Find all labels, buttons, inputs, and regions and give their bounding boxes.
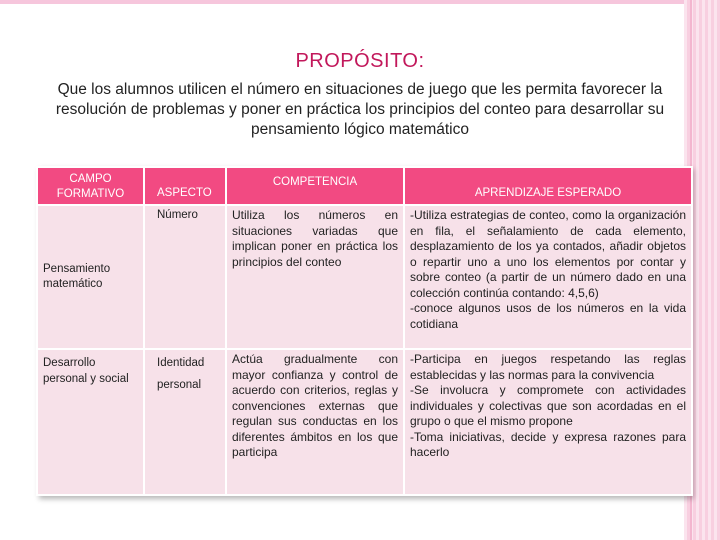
- campo-formativo-cell: Desarrollo personal y social: [37, 349, 144, 495]
- aspecto-text: Identidad: [157, 357, 205, 369]
- aprendizaje-item: -conoce algunos usos de los números en la vida cotidiana: [410, 301, 686, 331]
- header-aprendizaje-esperado: APRENDIZAJE ESPERADO: [404, 167, 692, 205]
- header-row: [37, 167, 692, 205]
- aspecto-cell: [144, 349, 226, 495]
- planning-table: [36, 166, 693, 496]
- top-border-decoration: [0, 0, 720, 4]
- campo-formativo-cell: Pensamiento matemático: [37, 205, 144, 349]
- aspecto-text: personal: [157, 378, 202, 391]
- header-campo-formativo: CAMPO FORMATIVO: [37, 167, 144, 205]
- aprendizaje-item: -Toma iniciativas, decide y expresa razones para hacerlo: [410, 429, 686, 459]
- competencia-cell: Actúa gradualmente con mayor confianza y control de acuerdo con criterios, reglas y convenciones externas que regulan sus conductas en los diferentes ámbitos en los que participa: [226, 349, 404, 495]
- table-row: [37, 205, 692, 349]
- slide-title: PROPÓSITO:: [295, 50, 425, 72]
- aprendizaje-item: -Se involucra y compromete con actividades individuales y colectivas que son acordadas en el grupo o que el mismo propone: [410, 383, 686, 428]
- intro-paragraph: Que los alumnos utilicen el número en situaciones de juego que les permita favorecer la resolución de problemas y poner en práctica los principios del conteo para desarrollar su pensamiento lógico matemático: [55, 81, 665, 138]
- aprendizaje-item: -Participa en juegos respetando las reglas establecidas y las normas para la convivencia: [410, 352, 686, 382]
- aspecto-text: Número: [157, 209, 198, 221]
- competencia-cell: Utiliza los números en situaciones variadas que implican poner en práctica los principios del conteo: [226, 205, 404, 349]
- aprendizaje-cell: [404, 349, 692, 495]
- aprendizaje-cell: [404, 205, 692, 349]
- aspecto-cell: [144, 205, 226, 349]
- header-aspecto: ASPECTO: [144, 167, 226, 205]
- table-row: [37, 349, 692, 495]
- aprendizaje-item: -Utiliza estrategias de conteo, como la organización en fila, el señalamiento de cada elemento, desplazamiento de los ya contados, añadir objetos o repartir uno a uno los elementos por contar y sobre conteo (a partir de un número dado en una colección continúa contando: 4,5,6): [410, 208, 686, 300]
- planning-table-container: [36, 166, 691, 496]
- header-competencia: COMPETENCIA: [226, 167, 404, 205]
